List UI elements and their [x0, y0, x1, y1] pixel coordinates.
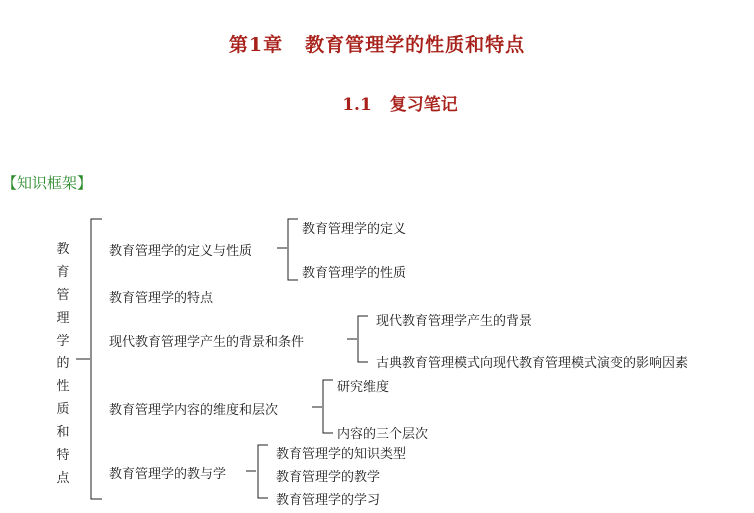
- leaf-nature: 教育管理学的性质: [302, 266, 407, 281]
- leaf-learning: 教育管理学的学习: [276, 493, 381, 508]
- root-char: 和: [56, 425, 70, 440]
- root-char: 质: [56, 402, 70, 417]
- section-number: 1.1: [342, 95, 372, 115]
- root-char: 理: [56, 311, 70, 326]
- leaf-knowledge-types: 教育管理学的知识类型: [276, 447, 407, 462]
- leaf-teaching: 教育管理学的教学: [276, 470, 381, 485]
- root-char: 点: [56, 471, 70, 486]
- leaf-three-levels: 内容的三个层次: [337, 427, 429, 442]
- branch-background-conditions: 现代教育管理学产生的背景和条件: [109, 335, 305, 350]
- branch-definition-nature: 教育管理学的定义与性质: [109, 244, 253, 259]
- root-char: 特: [56, 448, 70, 463]
- root-char: 性: [56, 379, 70, 394]
- leaf-influencing-factors: 古典教育管理模式向现代教育管理模式演变的影响因素: [376, 356, 689, 371]
- branch-characteristics: 教育管理学的特点: [109, 291, 214, 306]
- root-char: 学: [56, 334, 70, 349]
- root-char: 教: [56, 242, 70, 257]
- leaf-background: 现代教育管理学产生的背景: [376, 314, 533, 329]
- root-char: 管: [56, 288, 70, 303]
- leaf-definition: 教育管理学的定义: [302, 222, 407, 237]
- chapter-name: 教育管理学的性质和特点: [305, 34, 526, 56]
- branch-teaching-learning: 教育管理学的教与学: [109, 467, 227, 482]
- section-name: 复习笔记: [389, 95, 458, 115]
- knowledge-framework-heading: 【知识框架】: [2, 174, 93, 192]
- root-char: 的: [56, 356, 70, 371]
- leaf-research-dimensions: 研究维度: [337, 380, 390, 395]
- root-char: 育: [56, 265, 70, 280]
- chapter-number: 第1章: [228, 34, 284, 56]
- branch-dimensions-levels: 教育管理学内容的维度和层次: [109, 403, 279, 418]
